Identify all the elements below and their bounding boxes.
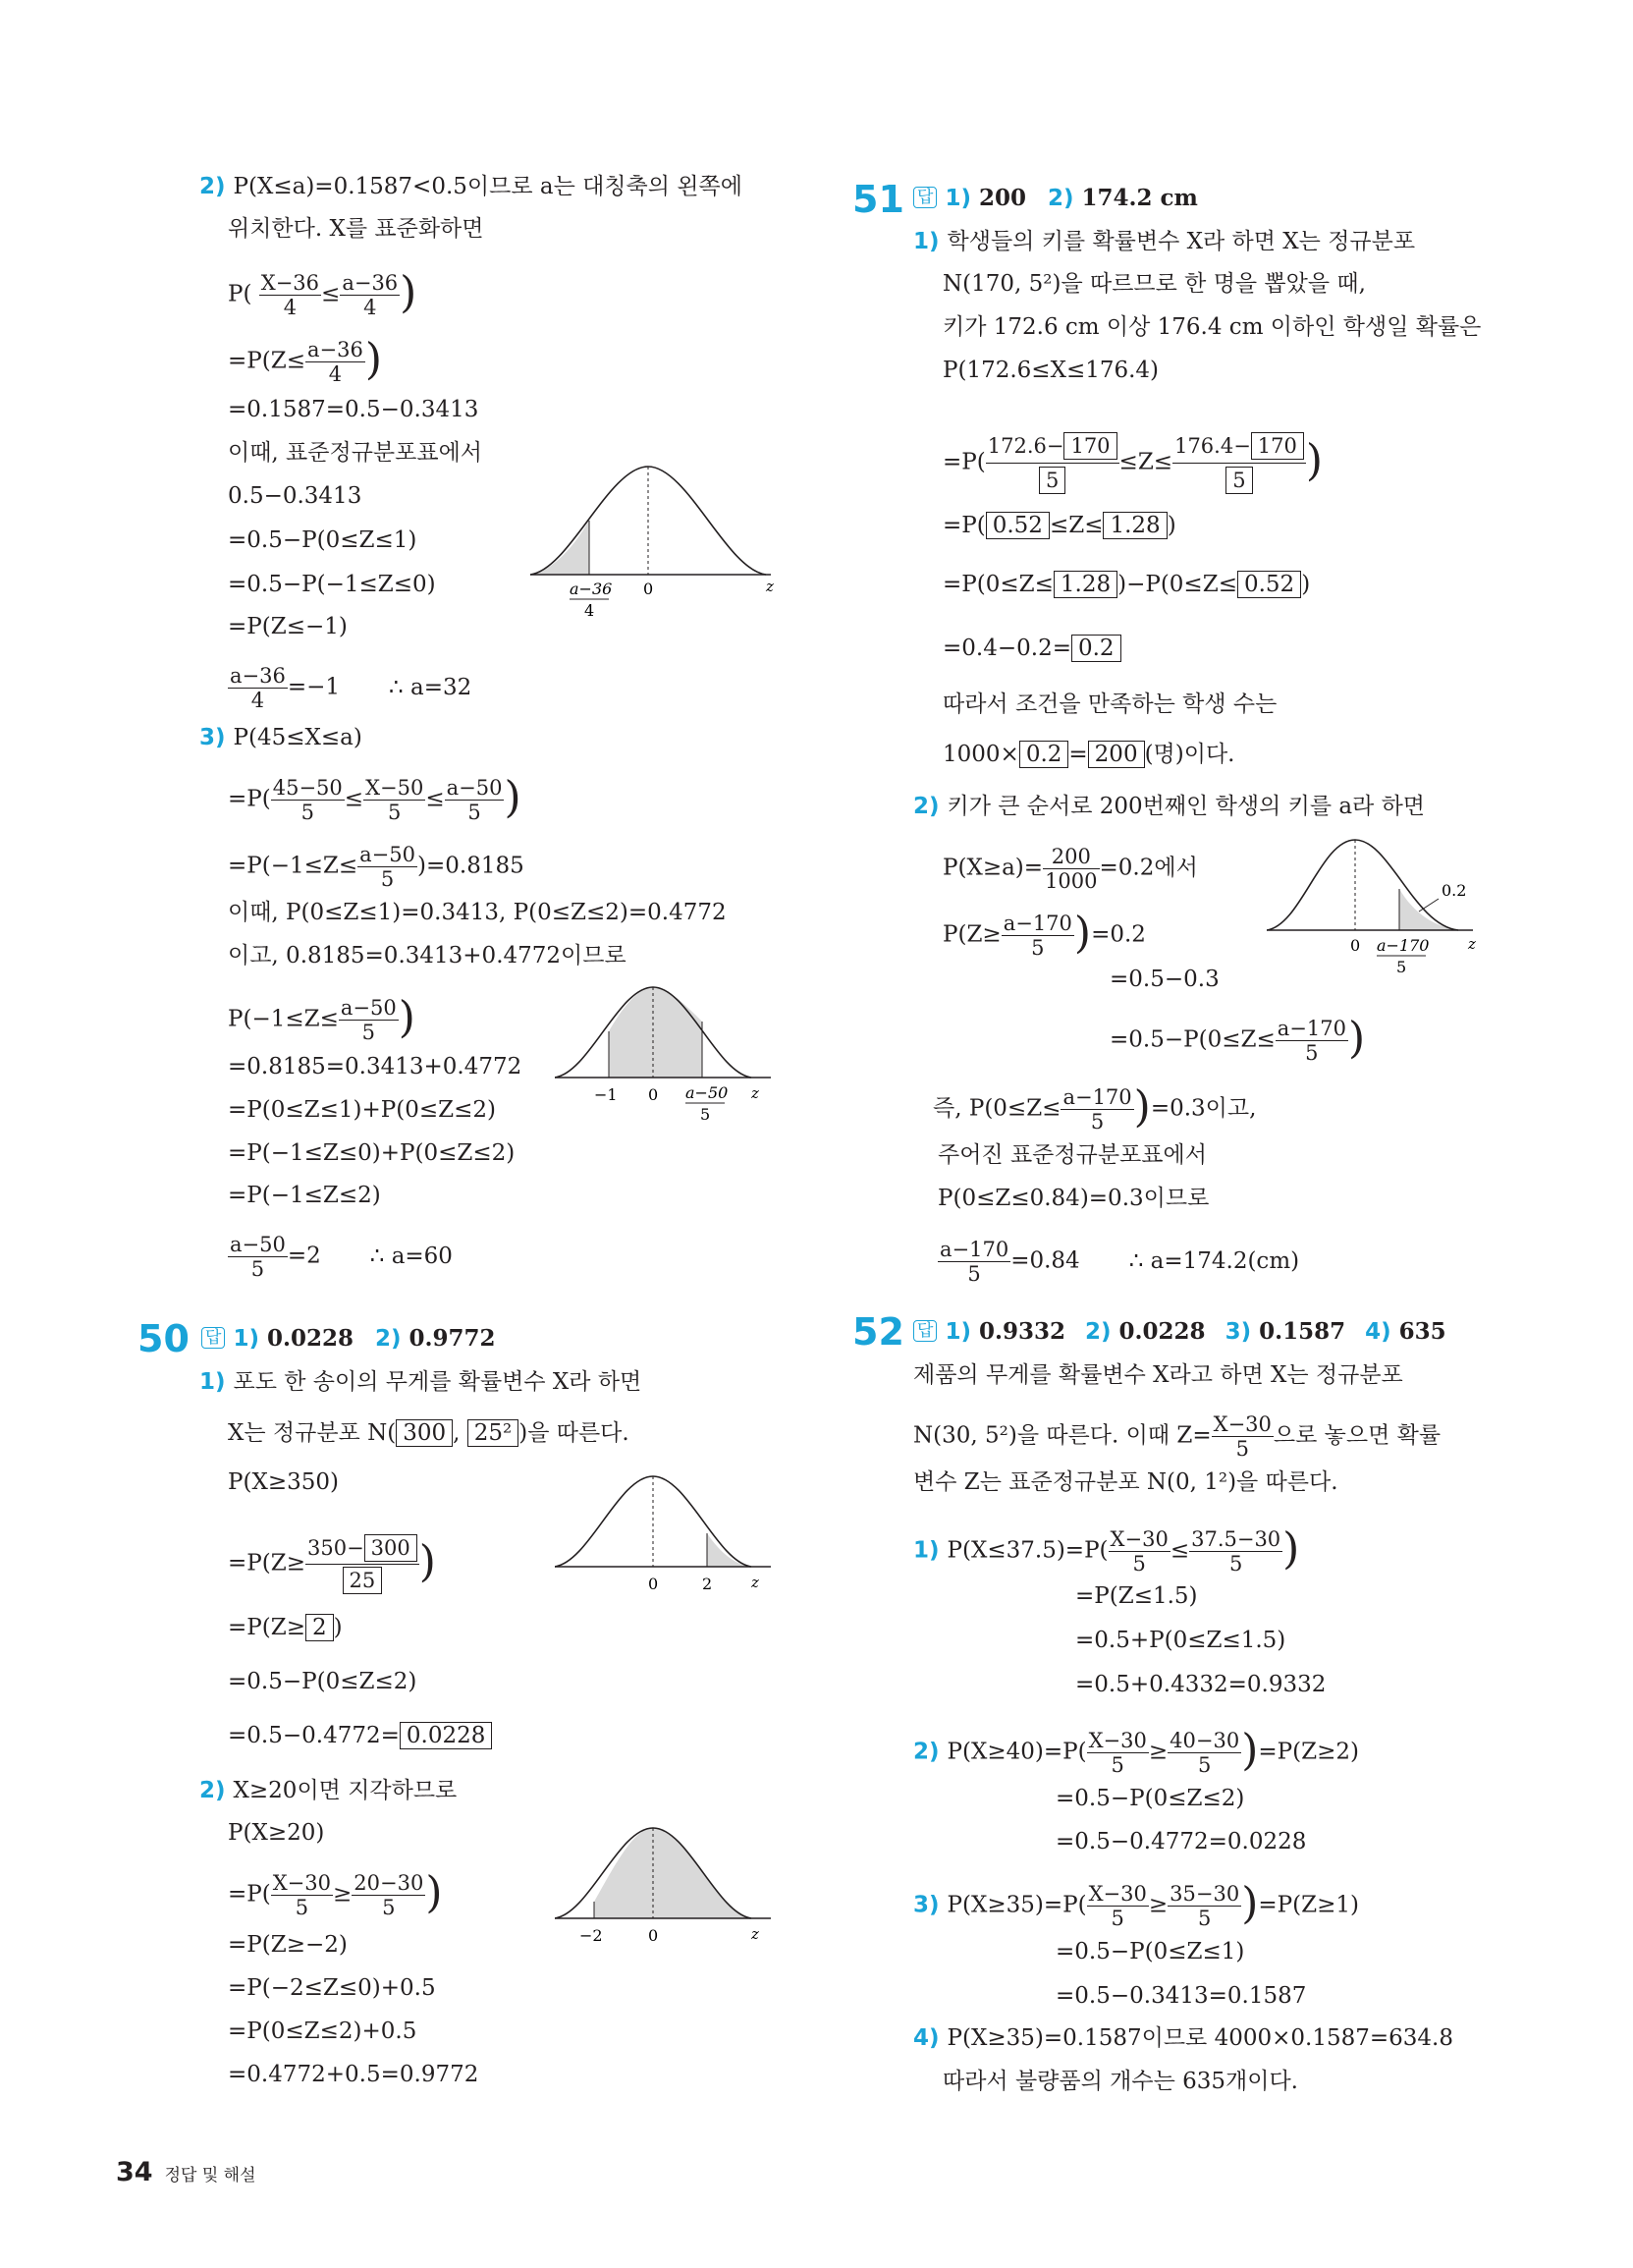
text-line: 이때, P(0≤Z≤1)=0.3413, P(0≤Z≤2)=0.4772 — [228, 900, 727, 925]
text-line: 위치한다. X를 표준화하면 — [228, 216, 484, 242]
equation-line: =0.5+P(0≤Z≤1.5) — [1075, 1628, 1286, 1653]
text-line: 변수 Z는 표준정규분포 N(0, 1²)을 따른다. — [913, 1469, 1338, 1495]
equation-line: =P(−1≤Z≤2) — [228, 1183, 381, 1208]
equation-line: 1000× 0.2 = 200 (명)이다. — [943, 742, 1235, 767]
equation-line: P(172.6≤X≤176.4) — [943, 358, 1160, 383]
problem-number: 52 — [852, 1310, 904, 1354]
fraction: $\frac{a-170}{5}$ — [1062, 1085, 1132, 1134]
fraction: $\frac{172.6- 170}{5}$ — [986, 429, 1119, 497]
answer-line: 답 1) 0.0228 2) 0.9772 — [201, 1324, 496, 1354]
item-4-line: 4) P(X≥35)=0.1587이므로 4000×0.1587=634.8 — [913, 2025, 1453, 2051]
axis-label: −2 — [579, 1926, 603, 1945]
equation-line: =P(Z≥ 2 ) — [228, 1615, 343, 1640]
equation-line: P(X≥20) — [228, 1820, 325, 1846]
axis-label: 2 — [702, 1575, 713, 1593]
equation-line: =P(0≤Z≤1)+P(0≤Z≤2) — [228, 1097, 496, 1123]
equation-line: P(Z≥ $\frac{a-170}{5}$ )=0.2 — [943, 908, 1146, 960]
equation-line: $\frac{a-36}{4}$ =−1 ∴ a=32 — [230, 664, 472, 712]
axis-label: z — [751, 1084, 759, 1102]
fraction: $\frac{X-36}{4}$ — [260, 271, 320, 319]
axis-label: 4 — [584, 601, 595, 620]
equation-line: =0.5−0.4772= 0.0228 — [228, 1721, 492, 1750]
fraction: $\frac{a-170}{5}$ — [940, 1238, 1009, 1286]
fraction: $\frac{20-30}{5}$ — [354, 1871, 424, 1919]
fraction: $\frac{35-30}{5}$ — [1170, 1882, 1240, 1930]
fraction: $\frac{a-36}{4}$ — [342, 271, 399, 319]
equation-line: =0.5−0.3413=0.1587 — [1056, 1983, 1307, 2009]
equation-line: 즉, P(0≤Z≤ $\frac{a-170}{5}$ )=0.3이고, — [933, 1081, 1257, 1134]
equation-line: =P(Z≥ $\frac{350- 300}{25}$ ) — [228, 1532, 436, 1596]
area-label: 0.2 — [1442, 881, 1467, 900]
item-2-line: 2) P(X≤a)=0.1587<0.5이므로 a는 대칭축의 왼쪽에 — [199, 174, 742, 199]
fraction: $\frac{a-50}{5}$ — [230, 1233, 286, 1281]
equation-line: 0.5−0.3413 — [228, 483, 362, 509]
answer-box: 1.28 — [1103, 512, 1167, 539]
equation-line: X는 정규분포 N( 300 , 25² )을 따른다. — [228, 1420, 629, 1446]
fraction: $\frac{a-50}{5}$ — [359, 843, 415, 891]
axis-label: 5 — [700, 1105, 711, 1124]
equation-line: =P(Z≥−2) — [228, 1932, 348, 1958]
answer-box: 1.28 — [1054, 571, 1117, 598]
equation-line: =0.5−P(−1≤Z≤0) — [228, 572, 436, 597]
text-line: 이때, 표준정규분포표에서 — [228, 440, 483, 466]
fraction: $\frac{a-170}{5}$ — [1003, 912, 1072, 960]
equation-line: =P(Z≤−1) — [228, 614, 348, 639]
fraction: $\frac{a-50}{5}$ — [446, 776, 503, 824]
answer-tag: 답 — [913, 1320, 937, 1342]
answer-tag: 답 — [201, 1327, 225, 1349]
equation-line: =P( $\frac{45-50}{5}$ ≤ $\frac{X-50}{5}$ ≤ $\frac{a-50}{5}$ ) — [228, 772, 521, 824]
equation-line: =P(Z≤1.5) — [1075, 1583, 1198, 1609]
equation-line: =P( $\frac{X-30}{5}$ ≥ $\frac{20-30}{5}$ ) — [228, 1867, 443, 1919]
axis-label: a−50 — [685, 1083, 729, 1102]
problem-number: 51 — [852, 178, 904, 221]
shaded-area — [707, 1533, 751, 1567]
equation-line: =0.5−P(0≤Z≤2) — [228, 1669, 417, 1694]
axis-label: z — [766, 578, 774, 595]
fraction: $\frac{X-50}{5}$ — [365, 776, 424, 824]
answer-box: 2 — [305, 1614, 334, 1641]
fraction: $\frac{X-30}{5}$ — [1213, 1412, 1272, 1461]
pointer-line — [1419, 899, 1439, 912]
answer-box: 25² — [467, 1419, 519, 1447]
answer-tag: 답 — [913, 187, 937, 208]
text-line: 키가 172.6 cm 이상 176.4 cm 이하인 학생일 확률은 — [943, 314, 1482, 340]
page-number: 34 — [116, 2157, 153, 2187]
equation-line: =0.1587=0.5−0.3413 — [228, 397, 479, 422]
fraction: $\frac{a-170}{5}$ — [1277, 1017, 1346, 1065]
answer-box: 200 — [1088, 741, 1145, 768]
axis-label: 0 — [648, 1575, 659, 1593]
equation-line: =P(−1≤Z≤ $\frac{a-50}{5}$ )=0.8185 — [228, 843, 524, 891]
axis-label: 5 — [1396, 958, 1407, 976]
text-line: N(170, 5²)을 따르므로 한 명을 뽑았을 때, — [943, 271, 1366, 297]
fraction: $\frac{200}{1000}$ — [1045, 845, 1098, 893]
footer-title: 정답 및 해설 — [164, 2166, 256, 2185]
equation-line: $\frac{a-50}{5}$ =2 ∴ a=60 — [230, 1233, 453, 1281]
item-1-line: 1) 학생들의 키를 확률변수 X라 하면 X는 정규분포 — [913, 229, 1416, 254]
shaded-area — [609, 987, 702, 1078]
equation-line: =0.5−P(0≤Z≤1) — [228, 527, 417, 553]
answer-line: 답 1) 0.9332 2) 0.0228 3) 0.1587 4) 635 — [913, 1317, 1446, 1347]
text-line: 이고, 0.8185=0.3413+0.4772이므로 — [228, 943, 626, 968]
text-line: 따라서 조건을 만족하는 학생 수는 — [943, 691, 1278, 717]
fraction: $\frac{X-30}{5}$ — [272, 1871, 332, 1919]
equation-line: =P(Z≤ $\frac{a-36}{4}$ ) — [228, 334, 382, 386]
normal-curve-graph — [555, 1471, 781, 1599]
equation-line: P( $\frac{X-36}{4}$ ≤ $\frac{a-36}{4}$ ) — [228, 267, 417, 319]
axis-label: z — [751, 1925, 759, 1943]
equation-line: =0.5−P(0≤Z≤ $\frac{a-170}{5}$ ) — [1110, 1013, 1366, 1065]
equation-line: =0.5+0.4332=0.9332 — [1075, 1672, 1327, 1697]
answer-box: 300 — [396, 1419, 453, 1447]
fraction: $\frac{a-36}{4}$ — [230, 664, 286, 712]
equation-line: =P(−2≤Z≤0)+0.5 — [228, 1975, 436, 2001]
answer-box: 0.52 — [986, 512, 1050, 539]
answer-line: 답 1) 200 2) 174.2 cm — [913, 184, 1198, 213]
fraction: $\frac{a-50}{5}$ — [340, 996, 397, 1044]
equation-line: P(X≥350) — [228, 1469, 339, 1495]
equation-line: $\frac{a-170}{5}$ =0.84 ∴ a=174.2(cm) — [940, 1238, 1300, 1286]
fraction: $\frac{37.5-30}{5}$ — [1191, 1527, 1281, 1576]
fraction: $\frac{X-30}{5}$ — [1088, 1729, 1147, 1777]
fraction: $\frac{X-30}{5}$ — [1110, 1527, 1169, 1576]
item-2-line: 2) X≥20이면 지각하므로 — [199, 1778, 458, 1803]
equation-line: =0.5−P(0≤Z≤2) — [1056, 1786, 1245, 1811]
text-line: 따라서 불량품의 개수는 635개이다. — [943, 2069, 1298, 2094]
equation-line: N(30, 5²)을 따른다. 이때 Z= $\frac{X-30}{5}$ 으로 놓으면 확률 — [913, 1412, 1442, 1461]
answer-box: 0.2 — [1071, 635, 1121, 662]
axis-label: 0 — [648, 1926, 659, 1945]
equation-line: 1) P(X≤37.5)=P( $\frac{X-30}{5}$ ≤ $\frac{37.5-30}{5}$ ) — [913, 1523, 1300, 1576]
axis-label: −1 — [594, 1085, 618, 1104]
equation-line: =0.8185=0.3413+0.4772 — [228, 1054, 522, 1079]
equation-line: P(0≤Z≤0.84)=0.3이므로 — [938, 1186, 1210, 1211]
fraction: $\frac{176.4- 170}{5}$ — [1172, 429, 1306, 497]
axis-label: a−170 — [1377, 936, 1430, 955]
fraction: $\frac{45-50}{5}$ — [272, 776, 343, 824]
answer-box: 0.2 — [1019, 741, 1069, 768]
equation-line: P(X≥a)= $\frac{200}{1000}$ =0.2에서 — [943, 845, 1198, 893]
fraction: $\frac{X-30}{5}$ — [1088, 1882, 1147, 1930]
equation-line: =0.4−0.2= 0.2 — [943, 634, 1121, 663]
text-line: 제품의 무게를 확률변수 X라고 하면 X는 정규분포 — [913, 1362, 1403, 1388]
equation-line: =P(0≤Z≤2)+0.5 — [228, 2019, 417, 2044]
fraction: $\frac{40-30}{5}$ — [1170, 1729, 1240, 1777]
axis-label: z — [751, 1574, 759, 1591]
normal-curve-graph — [530, 462, 776, 629]
page-footer — [116, 2157, 256, 2187]
equation-line: =P(0≤Z≤ 1.28 )−P(0≤Z≤ 0.52 ) — [943, 572, 1311, 597]
axis-label: 0 — [648, 1085, 659, 1104]
normal-curve-graph — [555, 1823, 781, 1951]
equation-line: =0.5−0.4772=0.0228 — [1056, 1829, 1307, 1854]
answer-box: 0.0228 — [400, 1722, 492, 1749]
answer-box: 0.52 — [1237, 571, 1301, 598]
axis-label: z — [1468, 935, 1476, 953]
bell-curve — [1267, 840, 1458, 930]
equation-line: P(−1≤Z≤ $\frac{a-50}{5}$ ) — [228, 992, 415, 1044]
problem-number: 50 — [137, 1317, 190, 1360]
equation-line: =0.5−P(0≤Z≤1) — [1056, 1939, 1245, 1964]
equation-line: =P( $\frac{172.6- 170}{5}$ ≤Z≤ $\frac{176.4- 170}{5}$ ) — [943, 429, 1323, 497]
item-3-line: 3) P(45≤X≤a) — [199, 725, 362, 750]
item-2-line: 2) 키가 큰 순서로 200번째인 학생의 키를 a라 하면 — [913, 794, 1426, 819]
item-1-line: 1) 포도 한 송이의 무게를 확률변수 X라 하면 — [199, 1369, 642, 1395]
shaded-area — [530, 521, 589, 575]
fraction: $\frac{a-36}{4}$ — [306, 338, 363, 386]
equation-line: =0.5−0.3 — [1110, 967, 1220, 992]
equation-line: 2) P(X≥40)=P( $\frac{X-30}{5}$ ≥ $\frac{40-30}{5}$ )=P(Z≥2) — [913, 1725, 1359, 1777]
equation-line: =0.4772+0.5=0.9772 — [228, 2062, 479, 2087]
text-line: 주어진 표준정규분포표에서 — [938, 1142, 1207, 1168]
axis-label: a−36 — [570, 580, 613, 598]
fraction: $\frac{350- 300}{25}$ — [305, 1532, 419, 1596]
normal-curve-graph — [555, 982, 781, 1139]
axis-label: 0 — [643, 580, 654, 598]
normal-curve-graph — [1267, 835, 1493, 982]
equation-line: =P( 0.52 ≤Z≤ 1.28 ) — [943, 513, 1176, 538]
equation-line: 3) P(X≥35)=P( $\frac{X-30}{5}$ ≥ $\frac{35-30}{5}$ )=P(Z≥1) — [913, 1878, 1359, 1930]
axis-label: 0 — [1350, 936, 1361, 955]
equation-line: =P(−1≤Z≤0)+P(0≤Z≤2) — [228, 1140, 516, 1166]
